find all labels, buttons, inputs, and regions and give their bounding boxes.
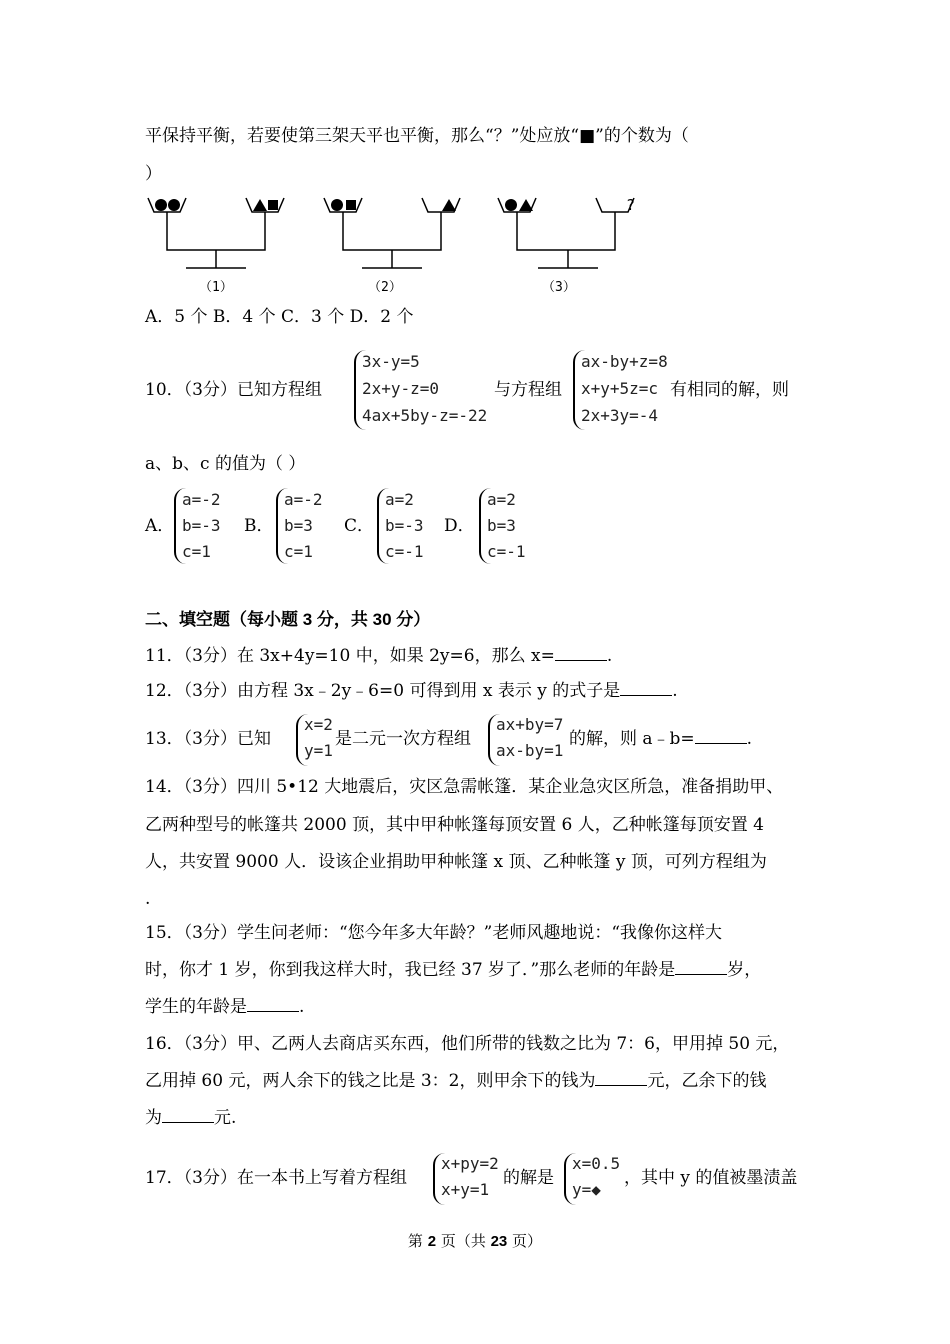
q16-line1: 16．（3分）甲、乙两人去商店买东西，他们所带的钱数之比为 7：6，甲用掉 50 元， [145, 1034, 790, 1054]
q13-system-1 [296, 714, 338, 766]
answer-blank [595, 1069, 647, 1086]
option-c-system [377, 488, 439, 564]
q15-line3 [145, 995, 304, 1019]
q14-line4: . [145, 889, 151, 909]
q9-options: A．5 个 B．4 个 C．3 个 D．2 个 [145, 307, 414, 327]
q10-system-1 [354, 350, 496, 430]
q13-text: 的解，则 a﹣b= [569, 729, 695, 749]
q14-line2: 乙两种型号的帐篷共 2000 顶，其中甲种帐篷每顶安置 6 人，乙种帐篷每顶安置 4 [145, 815, 764, 835]
equation: x+py=2 [441, 1154, 499, 1173]
q10-mid: 与方程组 [494, 380, 562, 400]
q12 [145, 679, 678, 703]
equation: x=2 [304, 715, 333, 734]
q16-line2 [145, 1069, 766, 1093]
q17-prefix: 17．（3分）在一本书上写着方程组 [145, 1168, 407, 1188]
equation: b=-3 [385, 516, 424, 535]
option-c-label: C． [344, 516, 375, 536]
caption-3: （3） [542, 280, 576, 295]
footer-text: 第 [407, 1232, 428, 1250]
equation: b=3 [487, 516, 516, 535]
equation: y=◆ [572, 1180, 601, 1199]
q13-end [569, 727, 752, 751]
equation: c=-1 [385, 542, 424, 561]
answer-blank [162, 1106, 214, 1123]
question-mark: ? [626, 196, 636, 214]
q12-end: . [672, 681, 678, 701]
q10-suffix: 有相同的解，则 [670, 380, 789, 400]
square-shape [346, 200, 356, 210]
q15-unit: 岁， [727, 960, 762, 980]
option-d-label: D． [444, 516, 475, 536]
caption-1: （1） [199, 280, 233, 295]
q17-system-1 [433, 1153, 505, 1205]
triangle-shape [253, 199, 267, 211]
q15-line2 [145, 958, 761, 982]
equation: b=-3 [182, 516, 221, 535]
equation: ax+by=7 [496, 715, 564, 734]
q17-end: ，其中 y 的值被墨渍盖 [624, 1168, 798, 1188]
equation: a=-2 [182, 490, 221, 509]
q15-text: 学生的年龄是 [145, 997, 247, 1017]
q16-text: 元，乙余下的钱 [647, 1071, 767, 1091]
equation: c=-1 [487, 542, 526, 561]
circle-shape [155, 199, 167, 211]
q11-text: 11．（3分）在 3x+4y=10 中，如果 2y=6，那么 x= [145, 646, 555, 666]
q11 [145, 644, 612, 668]
option-b-label: B． [244, 516, 274, 536]
equation: a=2 [385, 490, 414, 509]
equation: x+y=1 [441, 1180, 490, 1199]
equation: y=1 [304, 741, 333, 760]
equation: 2x+y-z=0 [362, 379, 440, 398]
circle-shape [505, 199, 517, 211]
equation: 3x-y=5 [362, 352, 420, 371]
option-d-system [479, 488, 541, 564]
answer-blank [555, 644, 607, 661]
circle-shape [168, 199, 180, 211]
equation: a=-2 [284, 490, 323, 509]
q15-dot: . [299, 997, 305, 1017]
section-title: 二、填空题（每小题 3 分，共 30 分） [145, 610, 431, 629]
answer-blank [675, 958, 727, 975]
equation: x+y+5z=c [581, 379, 659, 398]
q12-text: 12．（3分）由方程 3x﹣2y﹣6=0 可得到用 x 表示 y 的式子是 [145, 681, 621, 701]
q16-line3 [145, 1106, 236, 1130]
equation: ax-by+z=8 [581, 352, 668, 371]
q17-system-2 [564, 1153, 626, 1205]
q16-unit: 元. [214, 1108, 237, 1128]
answer-blank [247, 995, 299, 1012]
q14-line3: 人，共安置 9000 人．设该企业捐助甲种帐篷 x 顶、乙种帐篷 y 顶，可列方程组为 [145, 852, 767, 872]
answer-blank [695, 727, 747, 744]
equation: c=1 [284, 542, 313, 561]
q10-prefix: 10．（3分）已知方程组 [145, 380, 322, 400]
q14-line1: 14．（3分）四川 5•12 大地震后，灾区急需帐篷．某企业急灾区所急，准备捐助甲、 [145, 777, 784, 797]
q15-text: 时，你才 1 岁，你到我这样大时，我已经 37 岁了．”那么老师的年龄是 [145, 960, 676, 980]
q13-mid: 是二元一次方程组 [335, 729, 471, 749]
q13-system-2 [488, 714, 570, 766]
q9-line2: ） [145, 164, 162, 184]
equation: ax-by=1 [496, 741, 564, 760]
q10-system-2 [573, 350, 671, 430]
answer-blank [620, 679, 672, 696]
footer-text: 页） [507, 1232, 543, 1250]
q15-line1: 15．（3分）学生问老师：“您今年多大年龄？”老师风趣地说：“我像你这样大 [145, 923, 723, 943]
equation: 4ax+5by-z=-22 [362, 406, 488, 425]
q16-text: 乙用掉 60 元，两人余下的钱之比是 3：2，则甲余下的钱为 [145, 1071, 596, 1091]
square-shape [268, 200, 278, 210]
q16-text: 为 [145, 1108, 162, 1128]
triangle-shape [519, 199, 533, 211]
option-b-system [276, 488, 338, 564]
triangle-shape [442, 199, 456, 211]
circle-shape [331, 199, 343, 211]
q13-prefix: 13．（3分）已知 [145, 729, 271, 749]
q17-mid: 的解是 [503, 1168, 554, 1188]
q11-end: . [606, 646, 613, 666]
equation: x=0.5 [572, 1154, 621, 1173]
page-number: 2 [427, 1233, 437, 1250]
page-total: 23 [490, 1233, 508, 1250]
q9-line1: 平保持平衡，若要使第三架天平也平衡，那么“？”处应放“■”的个数为（ [145, 126, 689, 146]
page-footer [0, 1230, 950, 1251]
equation: c=1 [182, 542, 211, 561]
option-a-system [174, 488, 236, 564]
equation: a=2 [487, 490, 516, 509]
q13-dot: . [746, 729, 753, 749]
q10-line2: a、b、c 的值为（ ） [145, 454, 306, 474]
equation: b=3 [284, 516, 313, 535]
footer-text: 页（共 [436, 1232, 491, 1250]
caption-2: （2） [368, 280, 402, 295]
equation: 2x+3y=-4 [581, 406, 659, 425]
option-a-label: A． [145, 516, 175, 536]
